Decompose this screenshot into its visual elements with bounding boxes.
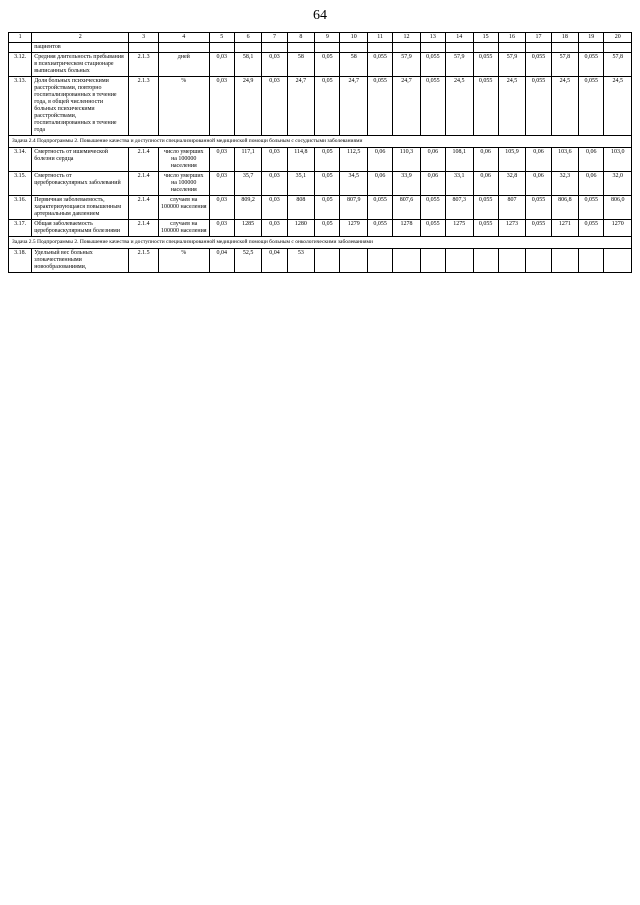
table-cell: 3.15. xyxy=(9,172,32,196)
table-cell: 0,04 xyxy=(209,249,234,273)
table-cell: случаев на 100000 населения xyxy=(158,220,209,237)
table-cell: 34,5 xyxy=(340,172,367,196)
section-row xyxy=(9,237,632,249)
table-cell: 114,8 xyxy=(287,148,314,172)
table-cell: 105,9 xyxy=(498,148,525,172)
column-header: 14 xyxy=(446,33,473,43)
table-cell: 0,055 xyxy=(367,77,392,136)
table-cell: 0,06 xyxy=(579,148,604,172)
table-cell: 110,3 xyxy=(393,148,420,172)
table-cell: 32,0 xyxy=(604,172,632,196)
table-row xyxy=(9,196,632,220)
table-cell xyxy=(129,43,159,53)
table-cell: 1270 xyxy=(604,220,632,237)
column-header: 10 xyxy=(340,33,367,43)
column-header: 19 xyxy=(579,33,604,43)
table-cell xyxy=(262,43,287,53)
column-header: 18 xyxy=(551,33,578,43)
table-cell xyxy=(315,249,340,273)
table-cell xyxy=(315,43,340,53)
table-cell: 2.1.4 xyxy=(129,220,159,237)
table-cell: 806,8 xyxy=(551,196,578,220)
table-cell: 0,055 xyxy=(367,220,392,237)
section-heading: Задача 2.5 Подпрограммы 2. Повышение качества и доступности специализированной медицинской помощи больным с онкологическими заболеваниями xyxy=(9,237,632,249)
table-cell: 52,5 xyxy=(234,249,261,273)
table-cell: 57,8 xyxy=(551,53,578,77)
table-cell: 0,055 xyxy=(420,220,445,237)
page-number: 64 xyxy=(313,8,327,23)
table-cell: 809,2 xyxy=(234,196,261,220)
table-cell: 0,05 xyxy=(315,196,340,220)
table-cell: 0,055 xyxy=(579,53,604,77)
table-cell: 0,03 xyxy=(209,220,234,237)
table-cell: 57,9 xyxy=(498,53,525,77)
column-header: 15 xyxy=(473,33,498,43)
table-cell: 57,9 xyxy=(446,53,473,77)
table-cell xyxy=(473,43,498,53)
indicator-name-cell: Общая заболеваемость цереброваскулярными болезнями xyxy=(32,220,129,237)
table-cell: 3.14. xyxy=(9,148,32,172)
table-cell: 0,05 xyxy=(315,53,340,77)
table-cell: 0,06 xyxy=(526,172,551,196)
table-cell: 2.1.5 xyxy=(129,249,159,273)
column-header: 5 xyxy=(209,33,234,43)
table-cell: 2.1.4 xyxy=(129,148,159,172)
table-cell: 3.12. xyxy=(9,53,32,77)
column-header: 6 xyxy=(234,33,261,43)
table-cell: 2.1.3 xyxy=(129,77,159,136)
table-cell xyxy=(340,43,367,53)
table-cell: 103,6 xyxy=(551,148,578,172)
table-cell: 2.1.4 xyxy=(129,172,159,196)
table-cell: 2.1.3 xyxy=(129,53,159,77)
table-cell xyxy=(526,249,551,273)
table-cell xyxy=(393,43,420,53)
column-header: 20 xyxy=(604,33,632,43)
indicator-name-cell: Смертность от ишемической болезни сердца xyxy=(32,148,129,172)
table-cell: % xyxy=(158,249,209,273)
table-cell xyxy=(234,43,261,53)
table-cell xyxy=(604,43,632,53)
table-cell: 35,7 xyxy=(234,172,261,196)
table-cell: 0,055 xyxy=(473,196,498,220)
column-header: 9 xyxy=(315,33,340,43)
table-cell: 0,055 xyxy=(420,77,445,136)
table-cell: 0,03 xyxy=(209,53,234,77)
table-cell: 0,055 xyxy=(526,53,551,77)
table-cell: 58 xyxy=(340,53,367,77)
table-cell: 1285 xyxy=(234,220,261,237)
table-cell: 0,055 xyxy=(473,53,498,77)
table-cell: 103,0 xyxy=(604,148,632,172)
table-cell xyxy=(579,249,604,273)
column-header: 4 xyxy=(158,33,209,43)
table-cell: 53 xyxy=(287,249,314,273)
table-cell: 0,06 xyxy=(579,172,604,196)
table-cell: 0,05 xyxy=(315,220,340,237)
table-cell xyxy=(9,43,32,53)
table-cell: 807,3 xyxy=(446,196,473,220)
table-cell: 57,9 xyxy=(393,53,420,77)
table-cell: 0,055 xyxy=(526,196,551,220)
table-cell: 35,1 xyxy=(287,172,314,196)
table-cell: 24,7 xyxy=(287,77,314,136)
table-cell: 0,06 xyxy=(420,148,445,172)
table-cell: 0,05 xyxy=(315,148,340,172)
table-cell: 806,0 xyxy=(604,196,632,220)
table-cell xyxy=(526,43,551,53)
table-cell: 0,03 xyxy=(262,196,287,220)
table-cell: 57,8 xyxy=(604,53,632,77)
table-cell: 0,055 xyxy=(579,77,604,136)
table-cell xyxy=(393,249,420,273)
table-row xyxy=(9,77,632,136)
table-cell: 0,055 xyxy=(473,77,498,136)
table-cell: 24,7 xyxy=(393,77,420,136)
table-cell: число умерших на 100000 населения xyxy=(158,172,209,196)
table-cell xyxy=(367,43,392,53)
indicator-name-cell: Первичная заболеваемость, характеризующаяся повышенным артериальным давлением xyxy=(32,196,129,220)
table-cell xyxy=(551,249,578,273)
table-cell xyxy=(446,249,473,273)
section-heading: Задача 2.4 Подпрограммы 2. Повышение качества и доступности специализированной медицинской помощи больным с сосудистыми заболеваниями xyxy=(9,136,632,148)
table-cell: 0,03 xyxy=(262,148,287,172)
indicator-name-cell: пациентов xyxy=(32,43,129,53)
table-cell xyxy=(420,249,445,273)
table-cell: 1279 xyxy=(340,220,367,237)
table-cell: случаев на 100000 населения xyxy=(158,196,209,220)
table-cell: 0,03 xyxy=(262,77,287,136)
table-cell: 1273 xyxy=(498,220,525,237)
column-header: 8 xyxy=(287,33,314,43)
table-cell: 0,055 xyxy=(579,196,604,220)
indicator-name-cell: Доля больных психическими расстройствами, повторно госпитализированных в течение года, в общей численности больных психическими расстройствами, госпитализированных в течение года xyxy=(32,77,129,136)
table-cell xyxy=(498,43,525,53)
table-cell xyxy=(209,43,234,53)
table-row xyxy=(9,148,632,172)
table-cell: 24,5 xyxy=(446,77,473,136)
table-cell: 0,055 xyxy=(420,53,445,77)
table-cell: 117,1 xyxy=(234,148,261,172)
table-cell: 0,05 xyxy=(315,77,340,136)
table-row xyxy=(9,172,632,196)
table-cell xyxy=(367,249,392,273)
column-header: 2 xyxy=(32,33,129,43)
table-cell xyxy=(551,43,578,53)
table-cell xyxy=(158,43,209,53)
indicators-table xyxy=(8,32,632,273)
table-cell: 0,03 xyxy=(262,220,287,237)
table-cell: 0,055 xyxy=(526,77,551,136)
table-cell: 24,5 xyxy=(604,77,632,136)
table-cell: 58,1 xyxy=(234,53,261,77)
column-header: 11 xyxy=(367,33,392,43)
table-cell: 32,8 xyxy=(498,172,525,196)
table-cell: 0,06 xyxy=(367,148,392,172)
table-cell: число умерших на 100000 населения xyxy=(158,148,209,172)
table-cell: 33,1 xyxy=(446,172,473,196)
table-cell: 3.17. xyxy=(9,220,32,237)
indicator-name-cell: Средняя длительность пребывания в психиатрическом стационаре выписанных больных xyxy=(32,53,129,77)
table-cell: 0,05 xyxy=(315,172,340,196)
table-cell: 0,06 xyxy=(420,172,445,196)
table-body xyxy=(9,43,632,273)
table-cell xyxy=(420,43,445,53)
column-header: 16 xyxy=(498,33,525,43)
table-cell: 1278 xyxy=(393,220,420,237)
section-row xyxy=(9,136,632,148)
table-cell: 1280 xyxy=(287,220,314,237)
table-cell: 0,03 xyxy=(262,53,287,77)
table-cell: 2.1.4 xyxy=(129,196,159,220)
column-number-row xyxy=(9,33,632,43)
table-cell: 24,9 xyxy=(234,77,261,136)
table-cell: 1275 xyxy=(446,220,473,237)
table-row xyxy=(9,43,632,53)
column-header: 1 xyxy=(9,33,32,43)
table-cell: 808 xyxy=(287,196,314,220)
table-cell: 3.18. xyxy=(9,249,32,273)
table-cell: 0,055 xyxy=(526,220,551,237)
table-cell: 0,055 xyxy=(367,53,392,77)
table-cell: 0,06 xyxy=(473,148,498,172)
table-cell: 0,04 xyxy=(262,249,287,273)
column-header: 12 xyxy=(393,33,420,43)
indicator-name-cell: Удельный вес больных злокачественными новообразованиями, xyxy=(32,249,129,273)
table-cell: 0,055 xyxy=(473,220,498,237)
table-cell: 0,03 xyxy=(209,196,234,220)
table-cell xyxy=(340,249,367,273)
table-cell: 807,9 xyxy=(340,196,367,220)
table-cell xyxy=(287,43,314,53)
table-cell: 0,06 xyxy=(473,172,498,196)
table-cell: 108,1 xyxy=(446,148,473,172)
column-header: 3 xyxy=(129,33,159,43)
table-cell: 0,03 xyxy=(209,148,234,172)
table-row xyxy=(9,53,632,77)
table-cell: 3.16. xyxy=(9,196,32,220)
table-cell: 807 xyxy=(498,196,525,220)
indicator-name-cell: Смертность от цереброваскулярных заболеваний xyxy=(32,172,129,196)
table-cell xyxy=(446,43,473,53)
table-cell: 24,5 xyxy=(551,77,578,136)
column-header: 7 xyxy=(262,33,287,43)
table-cell: 0,03 xyxy=(262,172,287,196)
table-cell: 1271 xyxy=(551,220,578,237)
table-cell xyxy=(498,249,525,273)
table-cell: 0,06 xyxy=(367,172,392,196)
table-cell: 0,055 xyxy=(367,196,392,220)
table-cell: дней xyxy=(158,53,209,77)
table-row xyxy=(9,220,632,237)
table-cell: 112,5 xyxy=(340,148,367,172)
table-cell: 0,06 xyxy=(526,148,551,172)
table-cell: 0,055 xyxy=(420,196,445,220)
table-cell: 807,6 xyxy=(393,196,420,220)
table-row xyxy=(9,249,632,273)
table-cell: 24,5 xyxy=(498,77,525,136)
table-cell xyxy=(604,249,632,273)
table-cell: 0,03 xyxy=(209,77,234,136)
table-cell: 3.13. xyxy=(9,77,32,136)
table-cell: % xyxy=(158,77,209,136)
column-header: 17 xyxy=(526,33,551,43)
table-cell: 58 xyxy=(287,53,314,77)
table-cell: 0,03 xyxy=(209,172,234,196)
table-cell: 24,7 xyxy=(340,77,367,136)
table-cell xyxy=(579,43,604,53)
table-cell: 32,3 xyxy=(551,172,578,196)
table-cell xyxy=(473,249,498,273)
table-cell: 33,9 xyxy=(393,172,420,196)
table-cell: 0,055 xyxy=(579,220,604,237)
column-header: 13 xyxy=(420,33,445,43)
